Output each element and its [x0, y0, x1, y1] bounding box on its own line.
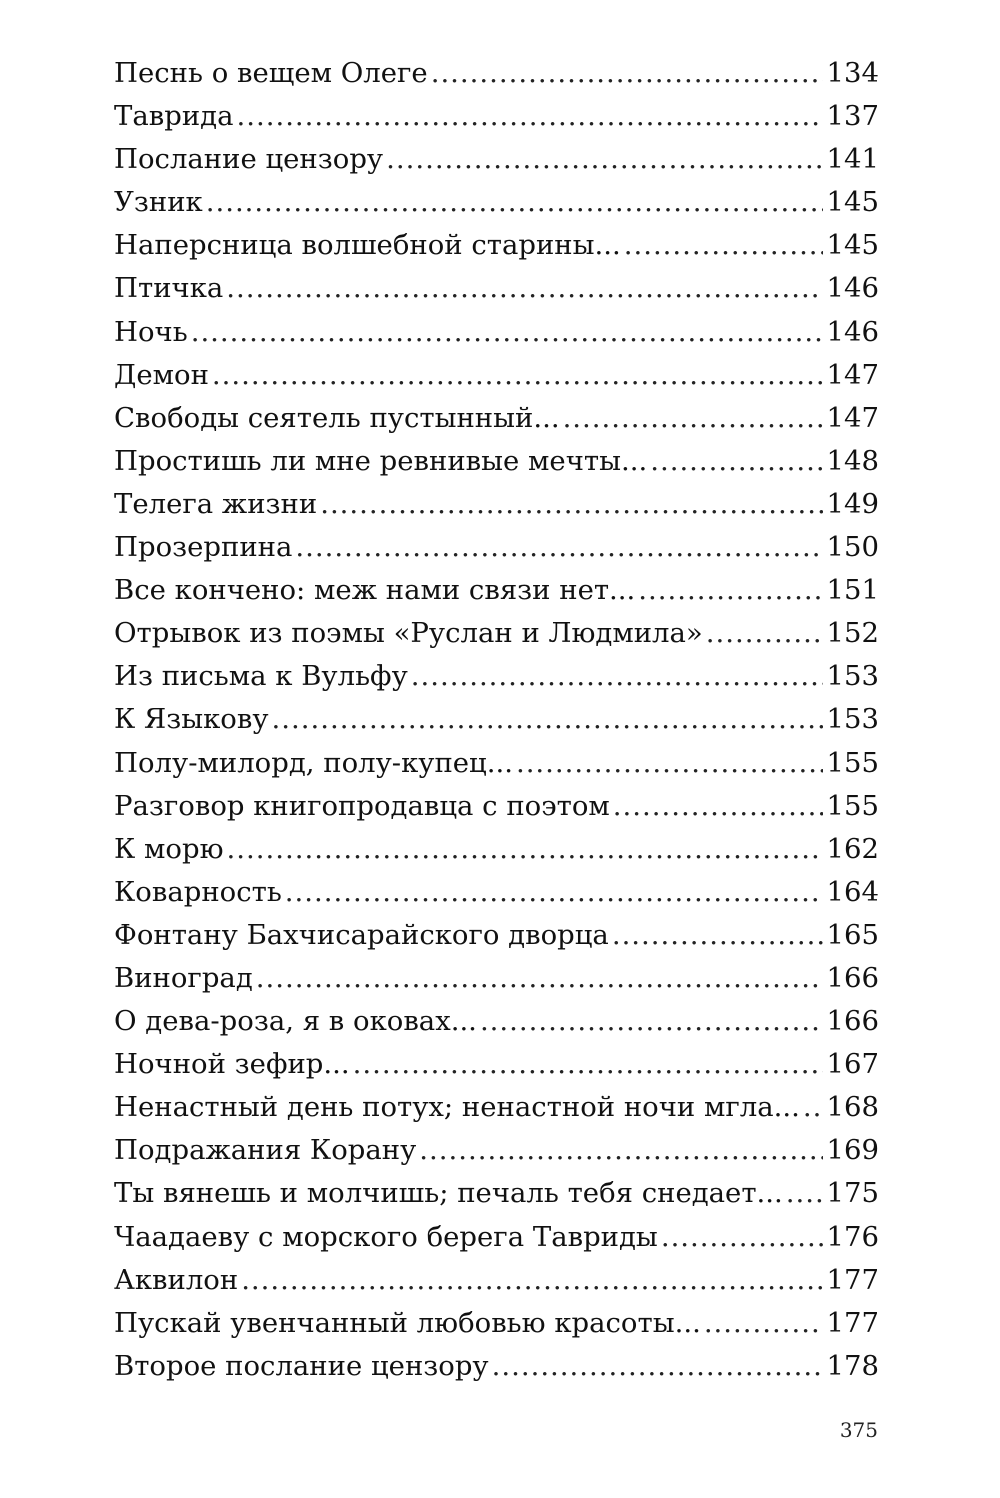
toc-entry-title: Второе послание цензору [114, 1349, 489, 1382]
table-of-contents [114, 52, 879, 1388]
toc-entry-title: Ты вянешь и молчишь; печаль тебя снедает... [114, 1177, 783, 1210]
toc-entry-page: 137 [826, 100, 879, 133]
toc-entry [114, 828, 879, 871]
toc-entry [114, 52, 879, 95]
toc-entry-title: Ночной зефир... [114, 1048, 350, 1081]
dot-leader [704, 1302, 823, 1345]
toc-entry-page: 141 [826, 143, 879, 176]
toc-entry-title: Аквилон [114, 1263, 239, 1296]
toc-entry-page: 152 [826, 617, 879, 650]
toc-entry [114, 1216, 879, 1259]
toc-entry-title: К Языкову [114, 703, 269, 736]
toc-entry-title: Виноград [114, 961, 253, 994]
toc-entry [114, 1043, 879, 1086]
toc-entry [114, 526, 879, 569]
toc-entry-page: 155 [826, 746, 879, 779]
toc-entry-page: 145 [826, 186, 879, 219]
toc-entry-page: 149 [826, 487, 879, 520]
toc-entry [114, 138, 879, 181]
toc-entry-title: Прозерпина [114, 531, 293, 564]
toc-entry-page: 166 [826, 1005, 879, 1038]
toc-entry-title: Все кончено: меж нами связи нет... [114, 574, 636, 607]
toc-entry [114, 311, 879, 354]
toc-entry-page: 155 [826, 789, 879, 822]
dot-leader [563, 397, 823, 440]
dot-leader [241, 1259, 822, 1302]
toc-entry-page: 153 [826, 703, 879, 736]
toc-entry-title: Чаадаеву с морского берега Тавриды [114, 1220, 658, 1253]
toc-entry-title: Песнь о вещем Олеге [114, 57, 428, 89]
toc-entry [114, 95, 879, 138]
toc-entry-page: 177 [826, 1306, 879, 1339]
toc-entry [114, 742, 879, 785]
toc-entry-page: 162 [826, 832, 879, 865]
toc-entry-page: 164 [826, 875, 879, 908]
dot-leader [786, 1172, 823, 1215]
dot-leader [191, 311, 823, 354]
toc-entry [114, 181, 879, 224]
toc-entry-page: 169 [826, 1134, 879, 1167]
dot-leader [386, 138, 822, 181]
toc-entry [114, 1302, 879, 1345]
dot-leader [650, 440, 822, 483]
dot-leader [516, 742, 823, 785]
dot-leader [612, 914, 823, 957]
dot-leader [206, 181, 823, 224]
toc-entry-title: Демон [114, 358, 209, 391]
toc-entry [114, 1172, 879, 1215]
toc-entry-page: 166 [826, 961, 879, 994]
toc-entry [114, 569, 879, 612]
toc-entry-title: Послание цензору [114, 143, 384, 176]
toc-entry-title: Телега жизни [114, 487, 318, 520]
toc-entry [114, 1129, 879, 1172]
toc-entry [114, 785, 879, 828]
dot-leader [638, 569, 822, 612]
toc-entry-title: О дева-роза, я в оковах... [114, 1005, 477, 1038]
toc-entry [114, 483, 879, 526]
toc-entry [114, 1345, 879, 1388]
toc-entry [114, 224, 879, 267]
dot-leader [353, 1043, 823, 1086]
toc-entry-page: 153 [826, 660, 879, 693]
toc-entry-title: Простишь ли мне ревнивые мечты... [114, 444, 648, 477]
dot-leader [236, 95, 822, 138]
toc-entry-title: Полу-милорд, полу-купец... [114, 746, 513, 779]
toc-entry-page: 145 [826, 229, 879, 262]
dot-leader [706, 612, 823, 655]
dot-leader [227, 828, 823, 871]
toc-entry-page: 178 [826, 1349, 879, 1382]
toc-entry [114, 267, 879, 310]
dot-leader [226, 267, 822, 310]
toc-entry-page: 148 [826, 444, 879, 477]
dot-leader [285, 871, 823, 914]
toc-entry [114, 440, 879, 483]
toc-entry-title: Пускай увенчанный любовью красоты... [114, 1306, 701, 1339]
dot-leader [431, 52, 823, 95]
toc-entry-title: Узник [114, 186, 203, 219]
toc-entry [114, 1086, 879, 1129]
toc-entry-page: 146 [826, 272, 879, 305]
dot-leader [480, 1000, 823, 1043]
dot-leader [492, 1345, 823, 1388]
toc-entry [114, 1259, 879, 1302]
toc-entry-page: 150 [826, 531, 879, 564]
toc-entry-page: 177 [826, 1263, 879, 1296]
toc-entry [114, 655, 879, 698]
toc-entry-title: Из письма к Вульфу [114, 660, 408, 693]
toc-entry-title: Разговор книгопродавца с поэтом [114, 789, 610, 822]
dot-leader [320, 483, 822, 526]
toc-entry-title: Фонтану Бахчисарайского дворца [114, 918, 609, 951]
toc-entry-page: 175 [826, 1177, 879, 1210]
dot-leader [411, 655, 823, 698]
toc-entry-page: 151 [826, 574, 879, 607]
toc-entry-title: Таврида [114, 100, 234, 133]
dot-leader [212, 354, 823, 397]
toc-entry [114, 698, 879, 741]
toc-entry-title: Подражания Корану [114, 1134, 417, 1167]
toc-entry-page: 168 [826, 1091, 879, 1124]
toc-entry-page: 165 [826, 918, 879, 951]
toc-entry-page: 147 [826, 358, 879, 391]
dot-leader [256, 957, 823, 1000]
toc-entry-title: Свободы сеятель пустынный... [114, 401, 560, 434]
toc-entry-title: Отрывок из поэмы «Руслан и Людмила» [114, 617, 703, 650]
toc-entry-page: 147 [826, 401, 879, 434]
toc-entry [114, 354, 879, 397]
toc-entry-page: 146 [826, 315, 879, 348]
dot-leader [661, 1216, 823, 1259]
toc-entry-title: Ненастный день потух; ненастной ночи мгла... [114, 1091, 800, 1124]
toc-entry-page: 176 [826, 1220, 879, 1253]
dot-leader [624, 224, 823, 267]
toc-entry [114, 957, 879, 1000]
toc-entry [114, 612, 879, 655]
toc-entry-page: 134 [826, 57, 879, 89]
dot-leader [613, 785, 823, 828]
page-number: 375 [839, 1418, 878, 1442]
toc-entry [114, 1000, 879, 1043]
toc-entry-page: 167 [826, 1048, 879, 1081]
dot-leader [295, 526, 822, 569]
toc-entry-title: Наперсница волшебной старины... [114, 229, 621, 262]
dot-leader [272, 698, 823, 741]
dot-leader [803, 1086, 823, 1129]
toc-entry-title: Коварность [114, 875, 282, 908]
toc-entry [114, 914, 879, 957]
toc-entry-title: Птичка [114, 272, 224, 305]
toc-entry [114, 871, 879, 914]
dot-leader [419, 1129, 822, 1172]
toc-entry [114, 397, 879, 440]
toc-entry-title: К морю [114, 832, 224, 865]
toc-entry-title: Ночь [114, 315, 188, 348]
